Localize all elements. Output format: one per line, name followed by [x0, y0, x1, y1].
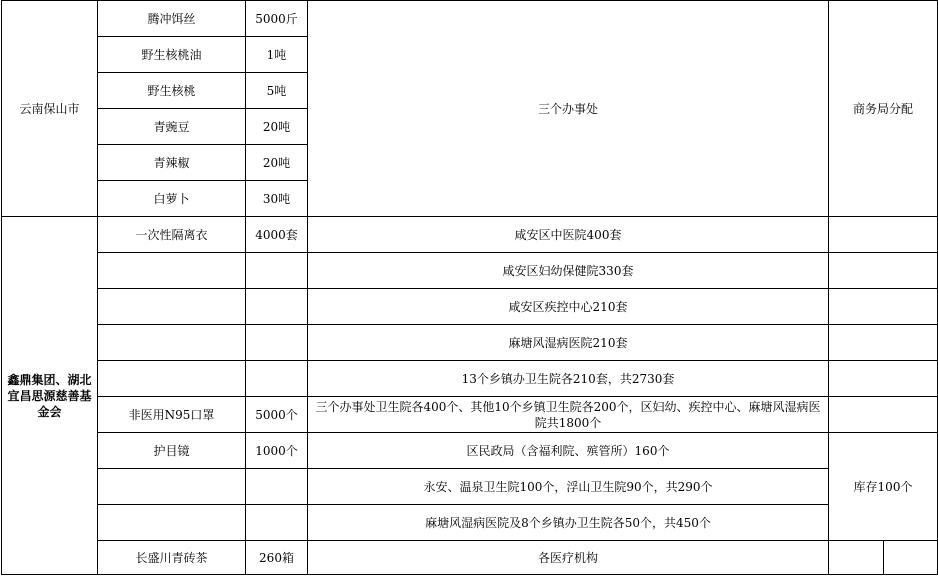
recipient-cell: 麻塘风湿病医院及8个乡镇办卫生院各50个，共450个	[308, 505, 829, 541]
table-row	[2, 253, 938, 289]
item-cell: 青辣椒	[98, 145, 246, 181]
quantity-cell: 1吨	[246, 37, 308, 73]
recipient-cell: 区民政局（含福利院、殡管所）160个	[308, 433, 829, 469]
remark-cell	[829, 397, 938, 433]
item-cell: 野生核桃油	[98, 37, 246, 73]
quantity-cell: 20吨	[246, 109, 308, 145]
remark-cell	[829, 253, 938, 289]
quantity-cell: 1000个	[246, 433, 308, 469]
donor-cell: 云南保山市	[2, 1, 98, 217]
quantity-cell: 5吨	[246, 73, 308, 109]
table-row	[2, 217, 938, 253]
table-row	[2, 397, 938, 433]
quantity-cell: 30吨	[246, 181, 308, 217]
recipient-cell: 咸安区妇幼保健院330套	[308, 253, 829, 289]
item-cell	[98, 289, 246, 325]
quantity-cell	[246, 361, 308, 397]
quantity-cell: 5000个	[246, 397, 308, 433]
item-cell: 腾冲饵丝	[98, 1, 246, 37]
remark-cell	[829, 325, 938, 361]
item-cell	[98, 505, 246, 541]
remark-cell	[829, 289, 938, 325]
table-row	[2, 1, 938, 37]
item-cell: 白萝卜	[98, 181, 246, 217]
remark-cell: 库存100个	[829, 433, 938, 541]
table-row	[2, 289, 938, 325]
donor-cell: 鑫鼎集团、湖北宜昌思源慈善基金会	[2, 217, 98, 575]
table-row	[2, 469, 938, 505]
item-cell: 一次性隔离衣	[98, 217, 246, 253]
recipient-cell: 麻塘风湿病医院210套	[308, 325, 829, 361]
item-cell	[98, 361, 246, 397]
item-cell: 非医用N95口罩	[98, 397, 246, 433]
table-row	[2, 361, 938, 397]
donation-table	[1, 0, 938, 575]
table-row	[2, 505, 938, 541]
quantity-cell	[246, 289, 308, 325]
remark-cell	[829, 217, 938, 253]
quantity-cell: 4000套	[246, 217, 308, 253]
item-cell	[98, 253, 246, 289]
quantity-cell: 260箱	[246, 541, 308, 575]
item-cell	[98, 469, 246, 505]
recipient-cell: 永安、温泉卫生院100个，浮山卫生院90个，共290个	[308, 469, 829, 505]
item-cell: 护目镜	[98, 433, 246, 469]
table-row	[2, 433, 938, 469]
recipient-cell: 各医疗机构	[308, 541, 829, 575]
table-row	[2, 541, 938, 575]
recipient-cell: 13个乡镇办卫生院各210套，共2730套	[308, 361, 829, 397]
quantity-cell	[246, 505, 308, 541]
recipient-cell: 三个办事处卫生院各400个、其他10个乡镇卫生院各200个，区妇幼、疾控中心、麻塘风湿病医院共1800个	[308, 397, 829, 433]
recipient-cell: 咸安区中医院400套	[308, 217, 829, 253]
item-cell: 长盛川青砖茶	[98, 541, 246, 575]
recipient-cell: 咸安区疾控中心210套	[308, 289, 829, 325]
recipient-cell: 三个办事处	[308, 1, 829, 217]
table-row	[2, 325, 938, 361]
quantity-cell: 5000斤	[246, 1, 308, 37]
quantity-cell	[246, 253, 308, 289]
quantity-cell	[246, 325, 308, 361]
remark-cell	[829, 541, 884, 575]
remark-cell	[829, 361, 938, 397]
quantity-cell	[246, 469, 308, 505]
item-cell: 野生核桃	[98, 73, 246, 109]
quantity-cell: 20吨	[246, 145, 308, 181]
remark-cell: 商务局分配	[829, 1, 938, 217]
item-cell	[98, 325, 246, 361]
remark-cell-extra	[884, 541, 938, 575]
item-cell: 青豌豆	[98, 109, 246, 145]
